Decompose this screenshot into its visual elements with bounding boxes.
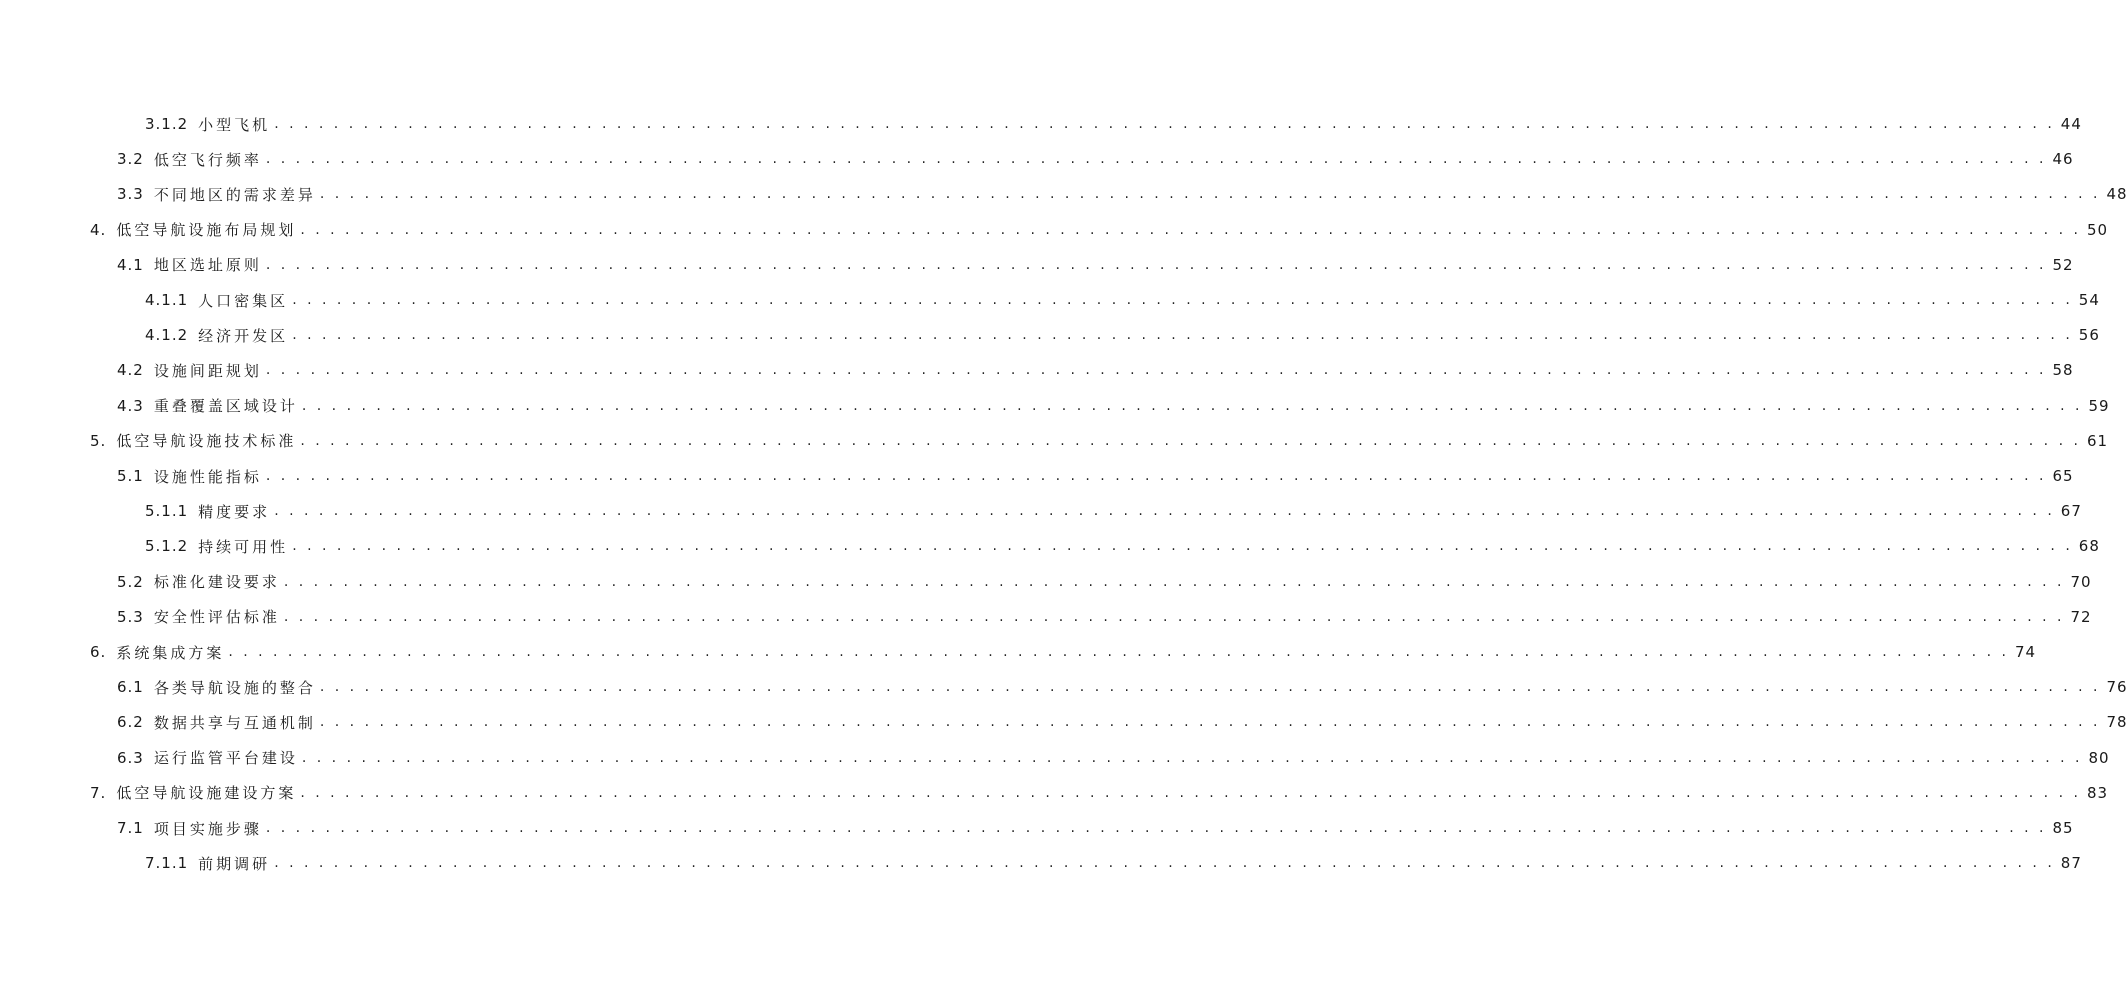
toc-dot-leader: . . . . . . . . . . . . . . . . . . . . . . . . . . . . . . . . . . . . . . . . . . . . . . . . . . . . . . . . . . . . . . . . . . . . . . . . . . . . . . . . . . . . . . . . . . . . . . . . . . . . . . . . . . . . . . . . . . . . . . . . (228, 644, 2009, 660)
toc-entry-title: 低空飞行频率 (153, 150, 262, 169)
toc-entry-title: 低空导航设施布局规划 (116, 221, 297, 240)
toc-entry-page-number: 67 (2060, 502, 2082, 521)
toc-entry-title: 标准化建设要求 (153, 573, 280, 592)
toc-dot-leader: . . . . . . . . . . . . . . . . . . . . . . . . . . . . . . . . . . . . . . . . . . . . . . . . . . . . . . . . . . . . . . . . . . . . . . . . . . . . . . . . . . . . . . . . . . . . . . . . . . . . . . . . . . . . . . . . . . . . . . . . (274, 855, 2055, 872)
toc-dot-leader: . . . . . . . . . . . . . . . . . . . . . . . . . . . . . . . . . . . . . . . . . . . . . . . . . . . . . . . . . . . . . . . . . . . . . . . . . . . . . . . . . . . . . . . . . . . . . . . . . . . . . . . . . . . . . . . . . . . . . . . . (300, 432, 2081, 449)
toc-entry-number: 7. (90, 783, 107, 802)
toc-entry-page-number: 80 (2088, 748, 2110, 767)
toc-dot-leader: . . . . . . . . . . . . . . . . . . . . . . . . . . . . . . . . . . . . . . . . . . . . . . . . . . . . . . . . . . . . . . . . . . . . . . . . . . . . . . . . . . . . . . . . . . . . . . . . . . . . . . . . . . . . . . . . . . . . . . . . (301, 397, 2083, 414)
toc-dot-leader: . . . . . . . . . . . . . . . . . . . . . . . . . . . . . . . . . . . . . . . . . . . . . . . . . . . . . . . . . . . . . . . . . . . . . . . . . . . . . . . . . . . . . . . . . . . . . . . . . . . . . . . . . . . . . . . . . . . . . . . . (292, 327, 2073, 344)
toc-entry-number: 6.2 (117, 713, 144, 732)
toc-entry-page-number: 78 (2106, 713, 2128, 732)
toc-dot-leader: . . . . . . . . . . . . . . . . . . . . . . . . . . . . . . . . . . . . . . . . . . . . . . . . . . . . . . . . . . . . . . . . . . . . . . . . . . . . . . . . . . . . . . . . . . . . . . . . . . . . . . . . . . . . . . . . . . . . . . . . (319, 679, 2101, 696)
toc-entry-title: 人口密集区 (198, 291, 289, 310)
toc-entry-title: 地区选址原则 (153, 256, 262, 275)
toc-entry-page-number: 65 (2052, 467, 2074, 485)
toc-dot-leader: . . . . . . . . . . . . . . . . . . . . . . . . . . . . . . . . . . . . . . . . . . . . . . . . . . . . . . . . . . . . . . . . . . . . . . . . . . . . . . . . . . . . . . . . . . . . . . . . . . . . . . . . . . . . . . . . . . . . . . . . (300, 221, 2081, 238)
toc-entry[interactable] (145, 533, 2100, 559)
toc-entry[interactable] (145, 287, 2100, 313)
toc-entry-page-number: 58 (2052, 361, 2074, 380)
toc-entry-page-number: 72 (2070, 607, 2092, 626)
toc-entry-title: 重叠覆盖区域设计 (153, 397, 298, 416)
toc-entry[interactable] (145, 111, 2082, 137)
toc-entry-title: 低空导航设施建设方案 (116, 784, 297, 803)
toc-entry-title: 低空导航设施技术标准 (116, 432, 297, 451)
toc-entry-title: 系统集成方案 (116, 643, 225, 662)
toc-entry[interactable] (117, 393, 2110, 419)
toc-entry-title: 各类导航设施的整合 (153, 678, 316, 697)
toc-entry-number: 6.1 (117, 678, 144, 697)
toc-dot-leader: . . . . . . . . . . . . . . . . . . . . . . . . . . . . . . . . . . . . . . . . . . . . . . . . . . . . . . . . . . . . . . . . . . . . . . . . . . . . . . . . . . . . . . . . . . . . . . . . . . . . . . . . . . . . . . . . . . . . . . . . (301, 749, 2083, 766)
toc-dot-leader: . . . . . . . . . . . . . . . . . . . . . . . . . . . . . . . . . . . . . . . . . . . . . . . . . . . . . . . . . . . . . . . . . . . . . . . . . . . . . . . . . . . . . . . . . . . . . . . . . . . . . . . . . . . . . . . . . . . . . . . . (274, 116, 2055, 132)
toc-dot-leader: . . . . . . . . . . . . . . . . . . . . . . . . . . . . . . . . . . . . . . . . . . . . . . . . . . . . . . . . . . . . . . . . . . . . . . . . . . . . . . . . . . . . . . . . . . . . . . . . . . . . . . . . . . . . . . . . . . . . . . . . (265, 362, 2047, 379)
toc-entry-page-number: 52 (2052, 255, 2074, 274)
toc-entry-title: 前期调研 (198, 854, 271, 873)
toc-entry-title: 不同地区的需求差异 (153, 185, 316, 204)
toc-dot-leader: . . . . . . . . . . . . . . . . . . . . . . . . . . . . . . . . . . . . . . . . . . . . . . . . . . . . . . . . . . . . . . . . . . . . . . . . . . . . . . . . . . . . . . . . . . . . . . . . . . . . . . . . . . . . . . . . . . . . . . . . (274, 503, 2055, 520)
toc-entry[interactable] (117, 569, 2092, 595)
toc-dot-leader: . . . . . . . . . . . . . . . . . . . . . . . . . . . . . . . . . . . . . . . . . . . . . . . . . . . . . . . . . . . . . . . . . . . . . . . . . . . . . . . . . . . . . . . . . . . . . . . . . . . . . . . . . . . . . . . . . . . . . . . . (292, 292, 2073, 308)
toc-entry-page-number: 44 (2060, 115, 2082, 133)
toc-dot-leader: . . . . . . . . . . . . . . . . . . . . . . . . . . . . . . . . . . . . . . . . . . . . . . . . . . . . . . . . . . . . . . . . . . . . . . . . . . . . . . . . . . . . . . . . . . . . . . . . . . . . . . . . . . . . . . . . . . . . . . . . (300, 784, 2081, 801)
toc-entry-page-number: 56 (2078, 326, 2100, 345)
toc-dot-leader: . . . . . . . . . . . . . . . . . . . . . . . . . . . . . . . . . . . . . . . . . . . . . . . . . . . . . . . . . . . . . . . . . . . . . . . . . . . . . . . . . . . . . . . . . . . . . . . . . . . . . . . . . . . . . . . . . . . . . . . . (265, 468, 2047, 484)
toc-entry[interactable] (90, 639, 2037, 665)
toc-entry-page-number: 61 (2086, 431, 2109, 450)
toc-entry-number: 5.1.1 (145, 502, 189, 521)
toc-entry-page-number: 85 (2052, 819, 2074, 837)
toc-entry-number: 4.1.1 (145, 291, 189, 309)
toc-entry[interactable] (117, 604, 2092, 630)
toc-dot-leader: . . . . . . . . . . . . . . . . . . . . . . . . . . . . . . . . . . . . . . . . . . . . . . . . . . . . . . . . . . . . . . . . . . . . . . . . . . . . . . . . . . . . . . . . . . . . . . . . . . . . . . . . . . . . . . . . . . . . . . . . (265, 256, 2047, 273)
toc-entry-title: 精度要求 (198, 502, 271, 521)
toc-entry[interactable] (90, 217, 2109, 243)
toc-entry-number: 4.2 (117, 361, 144, 380)
toc-entry-page-number: 46 (2052, 150, 2074, 169)
toc-entry-number: 5. (90, 431, 107, 450)
toc-entry-number: 5.2 (117, 572, 144, 591)
toc-entry-title: 小型飞机 (198, 115, 271, 134)
toc-entry-page-number: 48 (2106, 185, 2128, 204)
toc-entry[interactable] (117, 745, 2110, 771)
toc-entry[interactable] (145, 322, 2100, 348)
toc-entry-title: 设施间距规划 (153, 361, 262, 380)
toc-entry[interactable] (145, 850, 2082, 876)
toc-entry-number: 3.2 (117, 150, 144, 169)
toc-entry[interactable] (117, 709, 2128, 735)
toc-entry-page-number: 54 (2078, 291, 2100, 309)
toc-entry-number: 4. (90, 220, 107, 239)
toc-entry-page-number: 68 (2078, 537, 2100, 556)
toc-entry-number: 6.3 (117, 748, 144, 767)
toc-entry[interactable] (145, 498, 2082, 524)
toc-dot-leader: . . . . . . . . . . . . . . . . . . . . . . . . . . . . . . . . . . . . . . . . . . . . . . . . . . . . . . . . . . . . . . . . . . . . . . . . . . . . . . . . . . . . . . . . . . . . . . . . . . . . . . . . . . . . . . . . . . . . . . . . (319, 186, 2101, 203)
toc-entry-title: 安全性评估标准 (153, 608, 280, 627)
toc-entry[interactable] (117, 674, 2128, 700)
toc-dot-leader: . . . . . . . . . . . . . . . . . . . . . . . . . . . . . . . . . . . . . . . . . . . . . . . . . . . . . . . . . . . . . . . . . . . . . . . . . . . . . . . . . . . . . . . . . . . . . . . . . . . . . . . . . . . . . . . . . . . . . . . . (265, 151, 2047, 168)
toc-entry-number: 6. (90, 643, 107, 661)
toc-entry-number: 3.1.2 (145, 115, 189, 133)
toc-entry-number: 5.1 (117, 467, 144, 485)
toc-entry-page-number: 74 (2014, 643, 2037, 661)
toc-entry[interactable] (117, 357, 2074, 383)
toc-entry-title: 数据共享与互通机制 (153, 713, 316, 732)
toc-dot-leader: . . . . . . . . . . . . . . . . . . . . . . . . . . . . . . . . . . . . . . . . . . . . . . . . . . . . . . . . . . . . . . . . . . . . . . . . . . . . . . . . . . . . . . . . . . . . . . . . . . . . . . . . . . . . . . . . . . . . . . . . (292, 538, 2073, 555)
toc-dot-leader: . . . . . . . . . . . . . . . . . . . . . . . . . . . . . . . . . . . . . . . . . . . . . . . . . . . . . . . . . . . . . . . . . . . . . . . . . . . . . . . . . . . . . . . . . . . . . . . . . . . . . . . . . . . . . . . . . . . . . . . . (319, 714, 2101, 731)
toc-dot-leader: . . . . . . . . . . . . . . . . . . . . . . . . . . . . . . . . . . . . . . . . . . . . . . . . . . . . . . . . . . . . . . . . . . . . . . . . . . . . . . . . . . . . . . . . . . . . . . . . . . . . . . . . . . . . . . . . . . . . . . . . (265, 820, 2047, 836)
toc-entry-page-number: 70 (2070, 572, 2092, 591)
toc-entry-page-number: 50 (2086, 220, 2109, 239)
toc-entry[interactable] (117, 181, 2128, 207)
toc-entry-page-number: 87 (2060, 854, 2082, 873)
toc-entry-title: 项目实施步骤 (153, 819, 262, 838)
toc-entry[interactable] (117, 252, 2074, 278)
toc-entry-number: 5.3 (117, 607, 144, 626)
toc-entry-title: 运行监管平台建设 (153, 749, 298, 768)
toc-entry-number: 7.1 (117, 819, 144, 837)
toc-entry-page-number: 59 (2088, 396, 2110, 415)
toc-entry-number: 5.1.2 (145, 537, 189, 556)
toc-dot-leader: . . . . . . . . . . . . . . . . . . . . . . . . . . . . . . . . . . . . . . . . . . . . . . . . . . . . . . . . . . . . . . . . . . . . . . . . . . . . . . . . . . . . . . . . . . . . . . . . . . . . . . . . . . . . . . . . . . . . . . . . (283, 573, 2065, 590)
toc-entry-title: 设施性能指标 (153, 467, 262, 486)
toc-entry[interactable] (117, 815, 2074, 841)
toc-entry-number: 7.1.1 (145, 854, 189, 873)
toc-entry[interactable] (117, 146, 2074, 172)
toc-entry[interactable] (117, 463, 2074, 489)
toc-entry-number: 3.3 (117, 185, 144, 204)
toc-entry-number: 4.1.2 (145, 326, 189, 345)
toc-entry-page-number: 76 (2106, 678, 2128, 697)
toc-entry[interactable] (90, 780, 2109, 806)
toc-entry[interactable] (90, 428, 2109, 454)
toc-dot-leader: . . . . . . . . . . . . . . . . . . . . . . . . . . . . . . . . . . . . . . . . . . . . . . . . . . . . . . . . . . . . . . . . . . . . . . . . . . . . . . . . . . . . . . . . . . . . . . . . . . . . . . . . . . . . . . . . . . . . . . . . (283, 608, 2065, 625)
toc-entry-number: 4.3 (117, 396, 144, 415)
toc-entry-number: 4.1 (117, 255, 144, 274)
toc-entry-page-number: 83 (2086, 783, 2109, 802)
toc-entry-title: 持续可用性 (198, 537, 289, 556)
toc-entry-title: 经济开发区 (198, 326, 289, 345)
